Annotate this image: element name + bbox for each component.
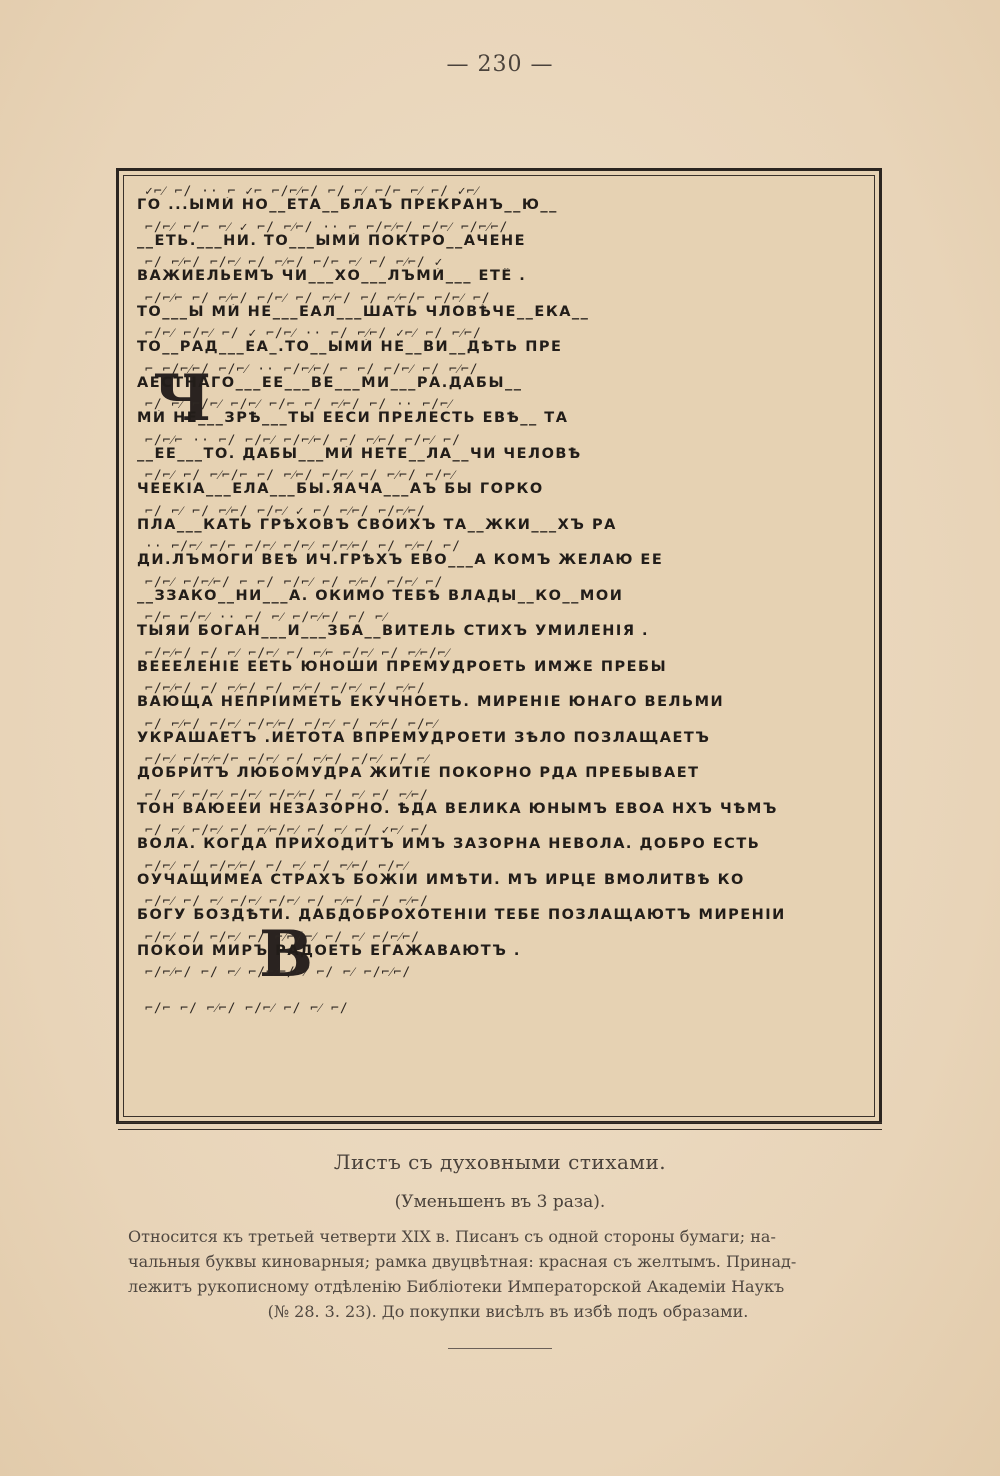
figure-note: [128, 1224, 888, 1324]
manuscript-text-line: ТО__РАД___ЕА_.ТО__ЫМИ́ НЕ__ВИ__ДѢТЬ ПРЕ: [137, 339, 563, 355]
page-number: — 230 —: [446, 52, 554, 77]
neume-notation: ⌐ ⌐∕⌐⁄⌐∕ ⌐∕⌐⁄ ·· ⌐∕⌐⁄⌐∕ ⌐ ⌐∕ ⌐∕⌐⁄ ⌐∕ ⌐⁄⌐∕: [145, 361, 479, 377]
manuscript-row: [137, 465, 865, 501]
manuscript-text-line: ВАЖИЕЛЬЕМЪ ЧИ___ХО___ЛЪМИ́___ ЕТЁ .: [137, 268, 527, 284]
neume-notation: ⌐∕ ⌐⁄⌐∕ ⌐∕⌐⁄ ⌐∕⌐⁄⌐∕ ⌐∕⌐⁄ ⌐∕ ⌐⁄⌐∕ ⌐∕⌐⁄: [145, 716, 438, 732]
manuscript-text-line: ПОКОИ МИРЪ РАДОЕТЬ ЕГАЖАВАЮТЪ .: [137, 942, 521, 959]
manuscript-text-line: ПЛА___КАТЬ ГРѢХОВЪ СВОИХЪ ТА__ЖКИ___ХЪ РА: [137, 516, 617, 533]
manuscript-text-line: ВАЮЩА НЕПРІИМЕТЬ ЕКУЧНОЕТЬ. МИРЕНІЕ ЮНАГО ВЕЛЬМИ: [137, 694, 725, 710]
neume-notation: ⌐∕⌐⁄ ⌐∕ ⌐∕⌐⁄ ⌐∕ ⌐⁄⌐∕⌐⁄ ⌐∕ ⌐⁄ ⌐∕⌐⁄⌐∕: [145, 929, 420, 945]
end-rule: [448, 1348, 552, 1349]
neume-notation: ⌐∕⌐⁄⌐ ·· ⌐∕ ⌐∕⌐⁄ ⌐∕⌐⁄⌐∕ ⌐∕ ⌐⁄⌐∕ ⌐∕⌐⁄ ⌐∕: [145, 432, 461, 448]
manuscript-row: [137, 288, 865, 324]
manuscript-text-line: __ЗЗАКО__НИ___А. ОКИМО ТЕБѢ ВЛАДЫ__КО__МОИ: [137, 587, 624, 604]
decorated-initial-verse: В: [259, 917, 314, 992]
manuscript-text-line: ВОЛА. КОГДА ПРИХОДИТЪ ИМЪ ЗАЗОРНА НЕВОЛА. ДОБРО ЕСТЬ: [137, 836, 761, 852]
decorated-initial-top: Ч: [153, 361, 212, 436]
manuscript-facsimile: [116, 168, 882, 1124]
manuscript-lines: [137, 181, 865, 1101]
manuscript-text-line: ОУЧАЩИМЕА СТРАХЪ БОЖІИ ИМѢТИ. МЪ ИРЦЕ ВМОЛИТВѢ КО: [137, 871, 745, 888]
manuscript-text-line: ВЕЕЕЛЕНІЕ ЕЕТЬ ЮНОШИ ПРЕМУДРОЕТЬ ИМЖЕ ПРЕБЫ: [137, 658, 668, 675]
note-line: лежитъ рукописному отдѣленію Библіотеки Императорской Академіи Наукъ: [128, 1277, 785, 1296]
neume-notation: ⌐∕⌐⁄ ⌐∕ ⌐⁄ ⌐∕⌐⁄ ⌐∕⌐⁄ ⌐∕ ⌐⁄⌐∕ ⌐∕ ⌐⁄⌐∕: [145, 894, 429, 909]
manuscript-text-line: __ЕЕ___ТО. ДАБЫ___МИ́ НЕТЕ__ЛА__ЧИ ЧЕЛОВѢ: [137, 445, 582, 462]
neume-notation: ⌐∕⌐⁄⌐∕ ⌐∕ ⌐⁄ ⌐∕⌐⁄ ⌐∕ ⌐⁄⌐ ⌐∕⌐⁄ ⌐∕ ⌐⁄⌐∕⌐⁄: [145, 645, 450, 661]
manuscript-text-line: [137, 1014, 865, 1033]
manuscript-row: [137, 323, 865, 359]
manuscript-row: [137, 643, 865, 679]
neume-notation: ⌐∕⌐ ⌐∕ ⌐⁄⌐∕ ⌐∕⌐⁄ ⌐∕ ⌐⁄ ⌐∕: [145, 1000, 349, 1016]
figure-caption: Листъ съ духовными стихами.: [333, 1150, 667, 1174]
neume-notation: ⌐∕ ⌐⁄ ⌐∕⌐⁄ ⌐∕⌐⁄ ⌐∕⌐ ⌐∕ ⌐⁄⌐∕ ⌐∕ ·· ⌐∕⌐⁄: [145, 397, 453, 412]
manuscript-row: [137, 572, 865, 608]
note-line: Относится къ третьей четверти XIX в. Писанъ съ одной стороны бумаги; на-: [128, 1227, 776, 1246]
neume-notation: ⌐∕ ⌐⁄ ⌐∕ ⌐⁄⌐∕ ⌐∕⌐⁄ ✓ ⌐∕ ⌐⁄⌐∕ ⌐∕⌐⁄⌐∕: [145, 503, 426, 519]
neume-notation: ⌐∕⌐⁄⌐ ⌐∕ ⌐⁄⌐∕ ⌐∕⌐⁄ ⌐∕ ⌐⁄⌐∕ ⌐∕ ⌐⁄⌐∕⌐ ⌐∕⌐⁄ ⌐∕: [145, 290, 491, 306]
manuscript-text-line: АЕСТНАГО___ЕЕ___ВЕ___МИ___РА.ДАБЫ__: [137, 374, 523, 391]
neume-notation: ⌐∕⌐⁄ ⌐∕⌐⁄⌐∕ ⌐ ⌐∕ ⌐∕⌐⁄ ⌐∕ ⌐⁄⌐∕ ⌐∕⌐⁄ ⌐∕: [145, 574, 444, 590]
manuscript-text-line: ЧЕЕКІА___ЕЛА___БЫ.ЯАЧА___АЪ БЫ ГОРКО: [137, 481, 544, 497]
manuscript-text-line: ТЫЯИ БОГАН___И___ЗБА__ВИТЕЛЬ СТИХЪ УМИЛЕНІЯ .: [137, 623, 650, 639]
manuscript-row: [137, 181, 865, 217]
neume-notation: ⌐∕ ⌐⁄ ⌐∕⌐⁄ ⌐∕⌐⁄ ⌐∕⌐⁄⌐∕ ⌐∕ ⌐⁄ ⌐∕ ⌐⁄⌐∕: [145, 787, 429, 803]
frame-bottom-rule: [118, 1122, 882, 1130]
manuscript-row: [137, 998, 865, 1034]
manuscript-row: [137, 430, 865, 466]
manuscript-row: [137, 891, 865, 927]
manuscript-row: [137, 927, 865, 963]
neume-notation: ⌐∕ ⌐⁄ ⌐∕⌐⁄ ⌐∕ ⌐⁄⌐∕⌐⁄ ⌐∕ ⌐⁄ ⌐∕ ✓⌐⁄ ⌐∕: [145, 823, 429, 838]
manuscript-row: [137, 536, 865, 572]
manuscript-text-line: ДОБРИТЪ ЛЮБОМУДРА ЖИТІЕ ПОКОРНО РДА ПРЕБЫВАЕТ: [137, 765, 700, 781]
manuscript-row: [137, 394, 865, 430]
manuscript-text-line: ГО ...ЫМИ́ НО__ЕТА__БЛАЪ ПРЕКРАНЪ__Ю__: [137, 197, 558, 213]
manuscript-text-line: ДИ.ЛЪМОГИ ВЕѢ ИЧ.ГРѢХЪ ЕВО___А КОМЪ ЖЕЛАЮ ЕЕ: [137, 552, 664, 568]
neume-notation: ✓⌐⁄ ⌐∕ ·· ⌐ ✓⌐ ⌐∕⌐⁄⌐∕ ⌐∕ ⌐⁄ ⌐∕⌐ ⌐⁄ ⌐∕ ✓⌐⁄: [145, 184, 479, 199]
figure-subcaption: (Уменьшенъ въ 3 раза).: [394, 1192, 606, 1212]
manuscript-row: [137, 785, 865, 821]
manuscript-row: [137, 749, 865, 785]
manuscript-row: [137, 359, 865, 395]
manuscript-row: [137, 607, 865, 643]
neume-notation: ⌐∕⌐⁄ ⌐∕⌐⁄ ⌐∕ ✓ ⌐∕⌐⁄ ·· ⌐∕ ⌐⁄⌐∕ ✓⌐⁄ ⌐∕ ⌐⁄⌐∕: [145, 326, 482, 341]
manuscript-row: [137, 962, 865, 998]
manuscript-row: [137, 678, 865, 714]
note-line: (№ 28. 3. 23). До покупки висѣлъ въ избѣ подъ образами.: [267, 1302, 749, 1321]
manuscript-text-line: [137, 978, 865, 997]
manuscript-text-line: __ЕТЬ.___НИ. ТО___ЫМИ́ ПОКТРО__АЧЕНЕ: [137, 232, 527, 249]
manuscript-text-line: ТО___Ы МИ́ НЕ___ЕАЛ___ШАТЬ ЧЛОВѢ́ЧЕ__ЕКА__: [137, 303, 590, 320]
neume-notation: ⌐∕⌐⁄ ⌐∕ ⌐⁄⌐∕⌐ ⌐∕ ⌐⁄⌐∕ ⌐∕⌐⁄ ⌐∕ ⌐⁄⌐∕ ⌐∕⌐⁄: [145, 468, 456, 483]
manuscript-text-line: УКРАШАЕТЪ .ИЕТОТА ВПРЕМУДРОЕТИ ЗѢЛО ПОЗЛАЩАЕТЪ: [137, 729, 711, 746]
manuscript-row: [137, 501, 865, 537]
note-line: чальныя буквы киноварныя; рамка двуцвѣтная: красная съ желтымъ. Принад-: [128, 1252, 797, 1271]
neume-notation: ·· ⌐∕⌐⁄ ⌐∕⌐ ⌐∕⌐⁄ ⌐∕⌐⁄ ⌐∕⌐⁄⌐∕ ⌐∕ ⌐⁄⌐∕ ⌐∕: [145, 539, 461, 554]
neume-notation: ⌐∕⌐⁄ ⌐∕ ⌐∕⌐⁄⌐∕ ⌐∕ ⌐⁄ ⌐∕ ⌐⁄⌐∕ ⌐∕⌐⁄: [145, 858, 409, 874]
manuscript-row: [137, 820, 865, 856]
manuscript-text-line: ТОН ВАЮЕЕИ НЕЗАЗОРНО. ѢДА ВЕЛИКА ЮНЫМЪ ЕВОА НХЪ ЧѢМЪ: [137, 800, 778, 817]
neume-notation: ⌐∕ ⌐⁄⌐∕ ⌐∕⌐⁄ ⌐∕ ⌐⁄⌐∕ ⌐∕⌐ ⌐⁄ ⌐∕ ⌐⁄⌐∕ ✓: [145, 255, 444, 270]
neume-notation: ⌐∕⌐⁄⌐∕ ⌐∕ ⌐⁄⌐∕ ⌐∕ ⌐⁄⌐∕ ⌐∕⌐⁄ ⌐∕ ⌐⁄⌐∕: [145, 681, 426, 696]
neume-notation: ⌐∕⌐⁄ ⌐∕⌐⁄⌐∕⌐ ⌐∕⌐⁄ ⌐∕ ⌐⁄⌐∕ ⌐∕⌐⁄ ⌐∕ ⌐⁄: [145, 752, 429, 767]
manuscript-row: [137, 252, 865, 288]
manuscript-text-line: МИ́ НЕ___ЗРѢ___ТЫ ЕЕСИ ПРЕЛЕСТЬ ЕВѢ__ ТА: [137, 410, 569, 426]
manuscript-row: [137, 217, 865, 253]
manuscript-row: [137, 856, 865, 892]
neume-notation: ⌐∕⌐⁄ ⌐∕⌐ ⌐⁄ ✓ ⌐∕ ⌐⁄⌐∕ ·· ⌐ ⌐∕⌐⁄⌐∕ ⌐∕⌐⁄ ⌐∕⌐⁄⌐∕: [145, 219, 509, 235]
neume-notation: ⌐∕⌐ ⌐∕⌐⁄ ·· ⌐∕ ⌐⁄ ⌐∕⌐⁄⌐∕ ⌐∕ ⌐⁄: [145, 610, 388, 625]
manuscript-row: [137, 714, 865, 750]
neume-notation: ⌐∕⌐⁄⌐∕ ⌐∕ ⌐⁄ ⌐∕⌐⁄⌐∕⌐⁄ ⌐∕ ⌐⁄ ⌐∕⌐⁄⌐∕: [145, 965, 412, 980]
manuscript-text-line: БОГУ БОЗДѢТИ. ДАБДОБРОХОТЕНІИ ТЕБЕ ПОЗЛАЩАЮТЪ МИРЕНІИ: [137, 907, 786, 923]
